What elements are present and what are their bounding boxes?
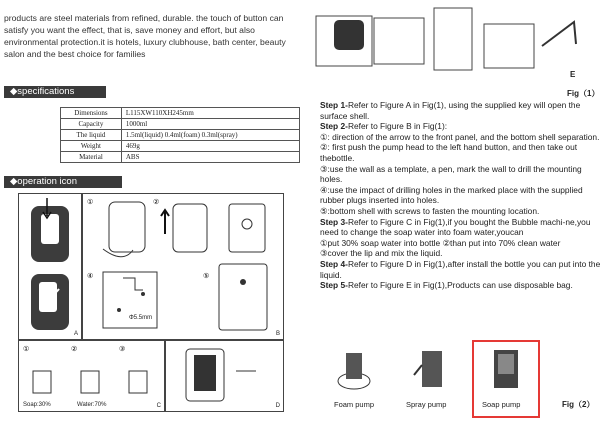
step-line: ①put 30% soap water into bottle ②than put into 70% clean water bbox=[320, 237, 561, 248]
spray-pump-label: Spray pump bbox=[406, 400, 447, 409]
svg-text:①: ① bbox=[87, 199, 94, 206]
figure-d-label: D bbox=[275, 403, 280, 409]
soap-pump-icon bbox=[488, 346, 524, 398]
water-ratio-caption: Water:70% bbox=[77, 402, 107, 408]
figure-b bbox=[82, 193, 284, 340]
figure-1-caption: Fig（1） bbox=[567, 89, 600, 98]
figure-e-label: E bbox=[570, 70, 576, 79]
svg-text:②: ② bbox=[153, 199, 160, 206]
step-line: Step 4-Refer to Figure D in Fig(1),after install the bottle you can put into the liquid. bbox=[320, 258, 601, 280]
step-line: Step 3-Refer to Figure C in Fig(1),if you bought the Bubble machi-ne,you need to change the soap water into foam water,youcan bbox=[320, 216, 591, 238]
spec-key: The liquid bbox=[61, 130, 122, 141]
step-line: Step 1-Refer to Figure A in Fig(1), using the supplied key will open the surface shell. bbox=[320, 100, 581, 121]
step-line: ③cover the lip and mix the liquid. bbox=[320, 248, 443, 259]
step-line: ②: first push the pump head to the left hand button, and then take out thebottle. bbox=[320, 142, 578, 163]
intro-text: products are steel materials from refined, durable. the touch of button can satisfy you want the effect, that is, save money and effort, but also environmental protection.it is hotels, luxury clubhouse, bath center, beauty salon and the best choice for families bbox=[4, 13, 286, 59]
spec-row bbox=[61, 141, 300, 152]
step-line: ④:use the impact of drilling holes in the marked place with the supplied rubber plugs inserted into holes. bbox=[320, 184, 583, 206]
figure-c-label: C bbox=[156, 403, 161, 409]
spec-value: ABS bbox=[121, 152, 299, 163]
spec-row bbox=[61, 119, 300, 130]
figure-2-caption: Fig（2） bbox=[562, 400, 595, 409]
figure-a-label: A bbox=[73, 331, 78, 337]
left-page bbox=[0, 0, 300, 428]
drill-size-caption: Φ5.5mm bbox=[129, 315, 153, 321]
step-line: ⑤:bottom shell with screws to fasten the mounting location. bbox=[320, 205, 540, 216]
specifications-heading: ◆specifications bbox=[4, 86, 106, 98]
figure-b-label: B bbox=[275, 331, 280, 337]
mounting-steps-illustration bbox=[83, 194, 283, 339]
figure-d bbox=[165, 340, 284, 412]
right-page bbox=[304, 0, 608, 428]
spec-key: Capacity bbox=[61, 119, 122, 130]
svg-text:③: ③ bbox=[119, 346, 126, 353]
svg-text:①: ① bbox=[23, 346, 30, 353]
svg-text:⑤: ⑤ bbox=[203, 273, 210, 280]
spec-value: 1.5ml(liquid) 0.4ml(foam) 0.3ml(spray) bbox=[121, 130, 299, 141]
step-line: Step 2-Refer to Figure B in Fig(1): bbox=[320, 121, 448, 132]
spec-row bbox=[61, 130, 300, 141]
soap-pump-highlight bbox=[472, 340, 540, 418]
svg-text:②: ② bbox=[71, 346, 78, 353]
foam-pump-label: Foam pump bbox=[334, 400, 375, 409]
spec-key: Material bbox=[61, 152, 122, 163]
spec-key: Dimensions bbox=[61, 108, 122, 119]
spec-table bbox=[60, 107, 300, 163]
soap-pump-label: Soap pump bbox=[482, 400, 521, 409]
mixing-illustration bbox=[19, 341, 164, 411]
operation-icon-heading: ◆operation icon bbox=[4, 176, 122, 188]
refill-illustration bbox=[166, 341, 283, 411]
foam-pump-icon bbox=[334, 345, 374, 395]
spray-pump-icon bbox=[412, 345, 452, 395]
soap-ratio-caption: Soap:30% bbox=[23, 402, 51, 408]
spec-value: 469g bbox=[121, 141, 299, 152]
figure-c bbox=[18, 340, 165, 412]
figure-1-illustration bbox=[314, 4, 594, 84]
svg-text:④: ④ bbox=[87, 273, 94, 280]
step-line: ①: direction of the arrow to the front panel, and the bottom shell separation. bbox=[320, 131, 600, 142]
dispenser-illustration-a bbox=[19, 194, 81, 339]
spec-row bbox=[61, 108, 300, 119]
spec-row bbox=[61, 152, 300, 163]
spec-value: L115XW110XH245mm bbox=[121, 108, 299, 119]
figure-a bbox=[18, 193, 82, 340]
step-line: ③:use the wall as a template, a pen, mark the wall to drill the mounting holes. bbox=[320, 163, 582, 185]
spec-key: Weight bbox=[61, 141, 122, 152]
step-line: Step 5-Refer to Figure E in Fig(1),Products can use disposable bag. bbox=[320, 280, 573, 291]
spec-value: 1000ml bbox=[121, 119, 299, 130]
instruction-steps bbox=[320, 100, 604, 291]
